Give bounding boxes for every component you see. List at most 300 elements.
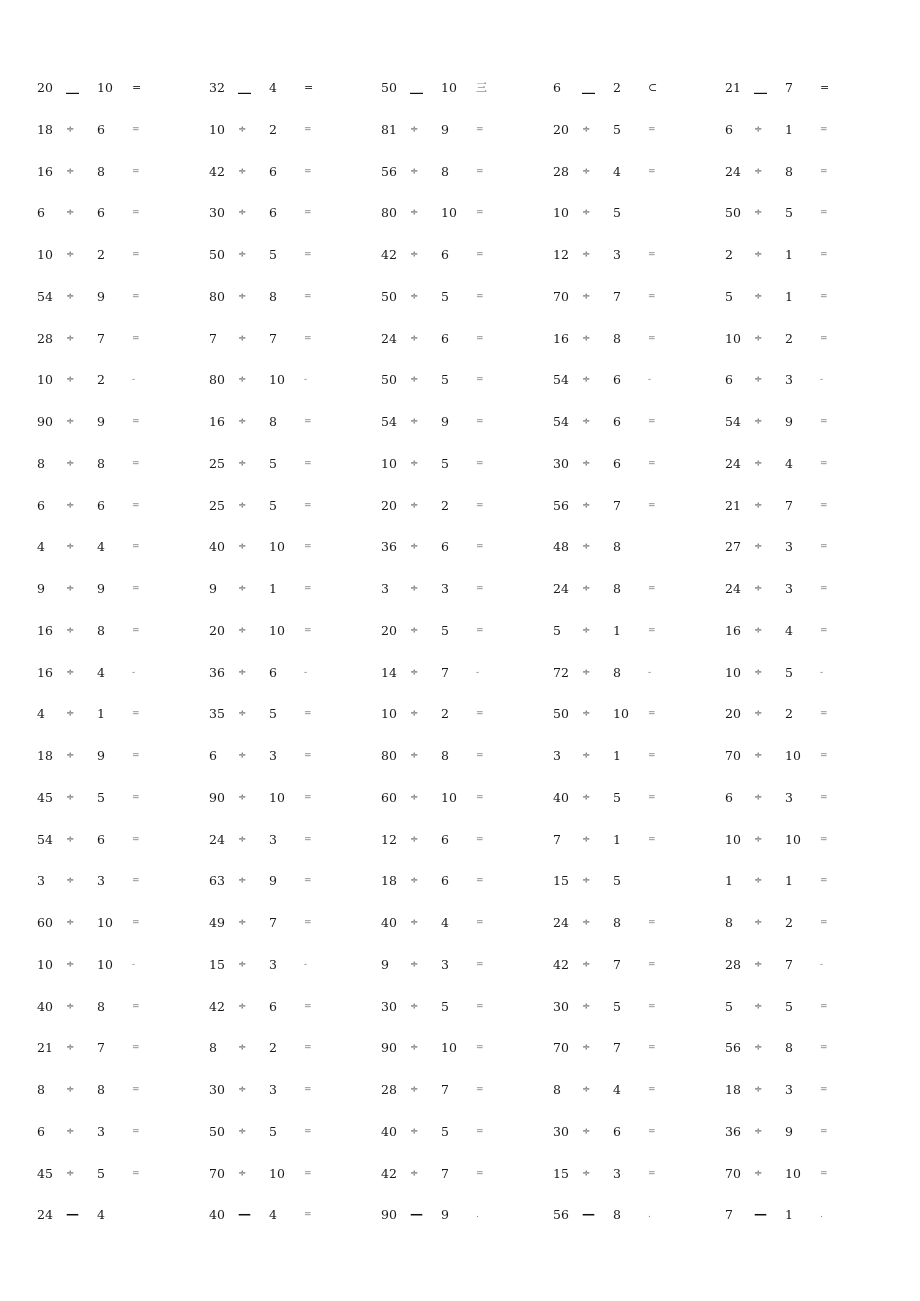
dividend: 28 xyxy=(553,163,569,179)
divisor: 1 xyxy=(613,622,621,638)
equals-sign: = xyxy=(648,500,656,511)
problem-row xyxy=(0,955,920,975)
divisor: 4 xyxy=(785,622,793,638)
problem-row xyxy=(0,537,920,557)
operator-sign: ÷ xyxy=(754,207,763,219)
operator-sign: ÷ xyxy=(582,1084,591,1095)
divisor: 2 xyxy=(269,121,277,137)
divisor: 5 xyxy=(441,288,449,304)
operator-sign: ÷ xyxy=(66,290,75,302)
divisor: 7 xyxy=(613,1040,621,1056)
equals-sign: = xyxy=(132,81,142,94)
equals-sign: = xyxy=(132,500,140,511)
operator-sign: ÷ xyxy=(66,1084,75,1095)
dividend: 40 xyxy=(381,915,397,930)
operator-sign: ÷ xyxy=(410,165,419,177)
operator-sign: ÷ xyxy=(754,123,763,135)
dividend: 60 xyxy=(381,789,397,805)
equals-sign: = xyxy=(476,584,484,594)
dividend: 18 xyxy=(37,748,53,763)
equals-sign: = xyxy=(304,1210,312,1221)
problem-row xyxy=(0,203,920,223)
divisor: 10 xyxy=(441,789,457,805)
equals-sign: = xyxy=(304,834,312,845)
equals-sign: = xyxy=(476,792,484,803)
problem-row xyxy=(0,162,920,182)
equals-sign: = xyxy=(648,1168,656,1179)
divisor: 3 xyxy=(269,956,277,972)
dividend: 6 xyxy=(553,80,561,95)
divisor: 3 xyxy=(97,873,105,889)
equals-sign: = xyxy=(820,918,828,928)
operator-sign: ÷ xyxy=(582,791,591,803)
operator-sign: ÷ xyxy=(582,875,591,887)
equals-sign: = xyxy=(304,1001,312,1012)
equals-sign: - xyxy=(820,375,824,386)
equals-sign: . xyxy=(648,1210,651,1221)
divisor: 5 xyxy=(269,706,277,722)
equals-sign: = xyxy=(820,1168,828,1179)
operator-sign: ÷ xyxy=(238,1042,247,1054)
equals-sign: = xyxy=(132,542,140,553)
divisor: 8 xyxy=(97,998,105,1014)
divisor: 4 xyxy=(269,1207,277,1223)
divisor: 8 xyxy=(613,915,621,930)
operator-sign: ÷ xyxy=(582,958,591,970)
operator-sign: ÷ xyxy=(66,1000,75,1012)
operator-sign: — xyxy=(754,1207,767,1223)
operator-sign: __ xyxy=(754,80,767,95)
operator-sign: ÷ xyxy=(238,416,247,427)
divisor: 8 xyxy=(785,1040,793,1056)
operator-sign: ÷ xyxy=(66,123,75,135)
dividend: 24 xyxy=(209,831,225,847)
operator-sign: ÷ xyxy=(410,708,419,720)
equals-sign: = xyxy=(304,458,312,469)
dividend: 3 xyxy=(381,581,389,596)
operator-sign: ÷ xyxy=(238,249,247,260)
dividend: 21 xyxy=(37,1040,53,1056)
dividend: 10 xyxy=(725,330,741,346)
divisor: 3 xyxy=(269,831,277,847)
divisor: 9 xyxy=(97,288,105,304)
dividend: 40 xyxy=(381,1123,397,1139)
dividend: 10 xyxy=(37,956,53,972)
dividend: 60 xyxy=(37,915,53,930)
problem-row xyxy=(0,704,920,724)
divisor: 5 xyxy=(269,455,277,471)
divisor: 1 xyxy=(269,581,277,596)
divisor: 1 xyxy=(785,1207,793,1223)
operator-sign: ÷ xyxy=(582,249,591,260)
divisor: 10 xyxy=(269,789,285,805)
operator-sign: ÷ xyxy=(582,583,591,594)
dividend: 10 xyxy=(553,205,569,221)
operator-sign: ÷ xyxy=(754,499,763,511)
operator-sign: ÷ xyxy=(66,750,75,761)
problem-row xyxy=(0,621,920,641)
operator-sign: ÷ xyxy=(66,624,75,636)
divisor: 5 xyxy=(613,998,621,1014)
dividend: 50 xyxy=(209,247,225,262)
divisor: 1 xyxy=(785,873,793,889)
operator-sign: ÷ xyxy=(410,1042,419,1054)
equals-sign: = xyxy=(820,584,828,594)
divisor: 5 xyxy=(441,455,449,471)
equals-sign: = xyxy=(820,291,828,302)
operator-sign: ÷ xyxy=(238,958,247,970)
equals-sign: = xyxy=(648,918,656,928)
problem-row xyxy=(0,913,920,933)
divisor: 8 xyxy=(269,414,277,429)
dividend: 24 xyxy=(553,915,569,930)
dividend: 15 xyxy=(209,956,225,972)
divisor: 10 xyxy=(785,831,801,847)
operator-sign: ÷ xyxy=(754,332,763,344)
dividend: 72 xyxy=(553,664,569,680)
problem-row xyxy=(0,997,920,1017)
equals-sign: = xyxy=(132,625,140,636)
dividend: 9 xyxy=(381,956,389,972)
equals-sign: = xyxy=(820,333,828,344)
divisor: 1 xyxy=(613,831,621,847)
equals-sign: . xyxy=(476,1210,479,1221)
equals-sign: = xyxy=(304,625,312,636)
equals-sign: = xyxy=(820,458,828,469)
dividend: 50 xyxy=(553,706,569,722)
equals-sign: = xyxy=(304,500,312,511)
operator-sign: ÷ xyxy=(754,1167,763,1179)
equals-sign: = xyxy=(820,417,828,427)
operator-sign: __ xyxy=(238,80,251,95)
dividend: 15 xyxy=(553,873,569,889)
dividend: 10 xyxy=(725,664,741,680)
equals-sign: = xyxy=(648,166,656,177)
divisor: 10 xyxy=(441,80,457,95)
operator-sign: ÷ xyxy=(410,499,419,511)
divisor: 1 xyxy=(785,247,793,262)
operator-sign: ÷ xyxy=(66,708,75,720)
operator-sign: ÷ xyxy=(238,1125,247,1137)
divisor: 6 xyxy=(613,455,621,471)
equals-sign: = xyxy=(476,124,484,135)
divisor: 2 xyxy=(613,80,621,95)
equals-sign: = xyxy=(648,124,656,135)
operator-sign: ÷ xyxy=(754,624,763,636)
operator-sign: ÷ xyxy=(66,1167,75,1179)
operator-sign: ÷ xyxy=(238,583,247,594)
equals-sign: = xyxy=(132,124,140,135)
equals-sign: = xyxy=(132,166,140,177)
equals-sign: = xyxy=(476,709,484,720)
operator-sign: ÷ xyxy=(582,123,591,135)
operator-sign: ÷ xyxy=(410,583,419,594)
problem-row xyxy=(0,287,920,307)
dividend: 20 xyxy=(725,706,741,722)
dividend: 32 xyxy=(209,80,225,95)
dividend: 80 xyxy=(381,748,397,763)
dividend: 21 xyxy=(725,80,741,95)
equals-sign: = xyxy=(132,417,140,427)
operator-sign: ÷ xyxy=(66,583,75,594)
operator-sign: ÷ xyxy=(238,791,247,803)
divisor: 5 xyxy=(269,247,277,262)
operator-sign: ÷ xyxy=(66,791,75,803)
equals-sign: = xyxy=(132,1126,140,1137)
operator-sign: ÷ xyxy=(410,1167,419,1179)
dividend: 5 xyxy=(553,622,561,638)
dividend: 20 xyxy=(381,622,397,638)
equals-sign: = xyxy=(648,625,656,636)
dividend: 14 xyxy=(381,664,397,680)
equals-sign: = xyxy=(820,166,828,177)
equals-sign: ⊂ xyxy=(648,81,658,94)
divisor: 4 xyxy=(97,539,105,555)
equals-sign: = xyxy=(820,751,828,761)
dividend: 5 xyxy=(725,998,733,1014)
dividend: 50 xyxy=(381,288,397,304)
problem-row xyxy=(0,746,920,766)
equals-sign: = xyxy=(304,124,312,135)
equals-sign: = xyxy=(132,1168,140,1179)
dividend: 28 xyxy=(37,330,53,346)
divisor: 8 xyxy=(785,163,793,179)
operator-sign: — xyxy=(582,1207,595,1223)
equals-sign: = xyxy=(304,1043,312,1054)
operator-sign: ÷ xyxy=(410,750,419,761)
equals-sign: = xyxy=(648,417,656,427)
divisor: 4 xyxy=(613,1082,621,1097)
dividend: 63 xyxy=(209,873,225,889)
problem-row xyxy=(0,1205,920,1225)
operator-sign: ÷ xyxy=(754,416,763,427)
operator-sign: ÷ xyxy=(754,833,763,845)
operator-sign: ÷ xyxy=(582,666,591,678)
operator-sign: ÷ xyxy=(582,750,591,761)
operator-sign: ÷ xyxy=(66,457,75,469)
equals-sign: = xyxy=(132,918,140,928)
divisor: 6 xyxy=(97,831,105,847)
operator-sign: ÷ xyxy=(410,958,419,970)
operator-sign: ÷ xyxy=(754,750,763,761)
problem-row xyxy=(0,788,920,808)
equals-sign: = xyxy=(304,584,312,594)
operator-sign: ÷ xyxy=(754,917,763,928)
dividend: 54 xyxy=(37,831,53,847)
divisor: 4 xyxy=(613,163,621,179)
divisor: 10 xyxy=(785,748,801,763)
problem-row xyxy=(0,579,920,599)
divisor: 6 xyxy=(441,831,449,847)
divisor: 6 xyxy=(97,121,105,137)
dividend: 50 xyxy=(209,1123,225,1139)
dividend: 90 xyxy=(209,789,225,805)
divisor: 10 xyxy=(97,80,113,95)
equals-sign: = xyxy=(648,751,656,761)
equals-sign: = xyxy=(476,1001,484,1012)
dividend: 10 xyxy=(37,372,53,388)
equals-sign: = xyxy=(476,625,484,636)
divisor: 7 xyxy=(613,288,621,304)
operator-sign: ÷ xyxy=(238,666,247,678)
equals-sign: = xyxy=(648,458,656,469)
dividend: 70 xyxy=(725,1165,741,1181)
dividend: 50 xyxy=(381,80,397,95)
divisor: 1 xyxy=(785,288,793,304)
operator-sign: ÷ xyxy=(410,249,419,260)
equals-sign: - xyxy=(304,375,308,386)
operator-sign: ÷ xyxy=(582,708,591,720)
operator-sign: ÷ xyxy=(582,499,591,511)
operator-sign: ÷ xyxy=(582,416,591,427)
equals-sign: = xyxy=(476,751,484,761)
dividend: 24 xyxy=(553,581,569,596)
dividend: 42 xyxy=(381,247,397,262)
divisor: 10 xyxy=(613,706,629,722)
dividend: 48 xyxy=(553,539,569,555)
dividend: 40 xyxy=(37,998,53,1014)
operator-sign: ÷ xyxy=(582,624,591,636)
divisor: 7 xyxy=(269,915,277,930)
divisor: 8 xyxy=(97,163,105,179)
equals-sign: = xyxy=(304,250,312,260)
operator-sign: ÷ xyxy=(410,1125,419,1137)
equals-sign: = xyxy=(648,959,656,970)
equals-sign: - xyxy=(648,667,652,678)
divisor: 9 xyxy=(785,1123,793,1139)
divisor: 4 xyxy=(269,80,277,95)
divisor: 6 xyxy=(613,372,621,388)
equals-sign: = xyxy=(648,709,656,720)
operator-sign: ÷ xyxy=(410,416,419,427)
operator-sign: ÷ xyxy=(410,290,419,302)
divisor: 2 xyxy=(269,1040,277,1056)
dividend: 24 xyxy=(725,455,741,471)
equals-sign: = xyxy=(476,959,484,970)
equals-sign: = xyxy=(648,1043,656,1054)
operator-sign: ÷ xyxy=(66,541,75,553)
divisor: 4 xyxy=(441,915,449,930)
equals-sign: = xyxy=(476,1085,484,1095)
operator-sign: ÷ xyxy=(66,917,75,928)
divisor: 2 xyxy=(785,915,793,930)
equals-sign: = xyxy=(820,1085,828,1095)
divisor: 10 xyxy=(269,539,285,555)
divisor: 8 xyxy=(441,163,449,179)
divisor: 7 xyxy=(97,1040,105,1056)
divisor: 9 xyxy=(97,581,105,596)
problem-row xyxy=(0,1038,920,1058)
divisor: 10 xyxy=(269,372,285,388)
divisor: 1 xyxy=(785,121,793,137)
equals-sign: - xyxy=(132,667,136,678)
divisor: 10 xyxy=(97,915,113,930)
dividend: 27 xyxy=(725,539,741,555)
dividend: 16 xyxy=(37,622,53,638)
operator-sign: ÷ xyxy=(410,207,419,219)
divisor: 3 xyxy=(269,1082,277,1097)
dividend: 24 xyxy=(381,330,397,346)
equals-sign: = xyxy=(132,834,140,845)
divisor: 10 xyxy=(269,622,285,638)
operator-sign: ÷ xyxy=(582,1167,591,1179)
dividend: 4 xyxy=(37,706,45,722)
operator-sign: ÷ xyxy=(410,123,419,135)
dividend: 8 xyxy=(553,1082,561,1097)
divisor: 5 xyxy=(97,1165,105,1181)
dividend: 54 xyxy=(37,288,53,304)
divisor: 3 xyxy=(613,1165,621,1181)
operator-sign: ÷ xyxy=(754,1084,763,1095)
equals-sign: - xyxy=(304,959,308,970)
equals-sign: = xyxy=(304,1168,312,1179)
equals-sign: = xyxy=(648,333,656,344)
dividend: 54 xyxy=(553,372,569,388)
operator-sign: ÷ xyxy=(410,791,419,803)
divisor: 5 xyxy=(613,873,621,889)
operator-sign: ÷ xyxy=(754,1042,763,1054)
dividend: 10 xyxy=(381,455,397,471)
divisor: 3 xyxy=(613,247,621,262)
dividend: 80 xyxy=(209,288,225,304)
dividend: 25 xyxy=(209,497,225,513)
equals-sign: = xyxy=(820,124,828,135)
equals-sign: = xyxy=(304,208,312,219)
divisor: 9 xyxy=(441,414,449,429)
dividend: 42 xyxy=(209,163,225,179)
equals-sign: = xyxy=(304,709,312,720)
equals-sign: = xyxy=(476,166,484,177)
dividend: 7 xyxy=(553,831,561,847)
operator-sign: ÷ xyxy=(582,1042,591,1054)
problem-row xyxy=(0,663,920,683)
divisor: 9 xyxy=(269,873,277,889)
equals-sign: = xyxy=(132,876,140,887)
equals-sign: - xyxy=(820,667,824,678)
divisor: 5 xyxy=(785,205,793,221)
divisor: 9 xyxy=(441,121,449,137)
divisor: 5 xyxy=(441,1123,449,1139)
equals-sign: = xyxy=(132,291,140,302)
equals-sign: = xyxy=(476,208,484,219)
equals-sign: = xyxy=(648,250,656,260)
equals-sign: = xyxy=(820,1001,828,1012)
divisor: 4 xyxy=(785,455,793,471)
equals-sign: = xyxy=(820,792,828,803)
dividend: 16 xyxy=(209,414,225,429)
operator-sign: ÷ xyxy=(754,1000,763,1012)
problem-row xyxy=(0,329,920,349)
divisor: 5 xyxy=(441,372,449,388)
equals-sign: = xyxy=(476,542,484,553)
equals-sign: = xyxy=(648,291,656,302)
equals-sign: = xyxy=(304,751,312,761)
dividend: 24 xyxy=(725,581,741,596)
equals-sign: = xyxy=(304,542,312,553)
divisor: 3 xyxy=(269,748,277,763)
equals-sign: = xyxy=(820,250,828,260)
operator-sign: ÷ xyxy=(754,1125,763,1137)
operator-sign: ÷ xyxy=(582,165,591,177)
operator-sign: — xyxy=(238,1207,251,1223)
operator-sign: ÷ xyxy=(754,290,763,302)
dividend: 54 xyxy=(381,414,397,429)
divisor: 10 xyxy=(785,1165,801,1181)
operator-sign: ÷ xyxy=(582,917,591,928)
dividend: 24 xyxy=(37,1207,53,1223)
problem-row xyxy=(0,78,920,98)
divisor: 9 xyxy=(97,748,105,763)
